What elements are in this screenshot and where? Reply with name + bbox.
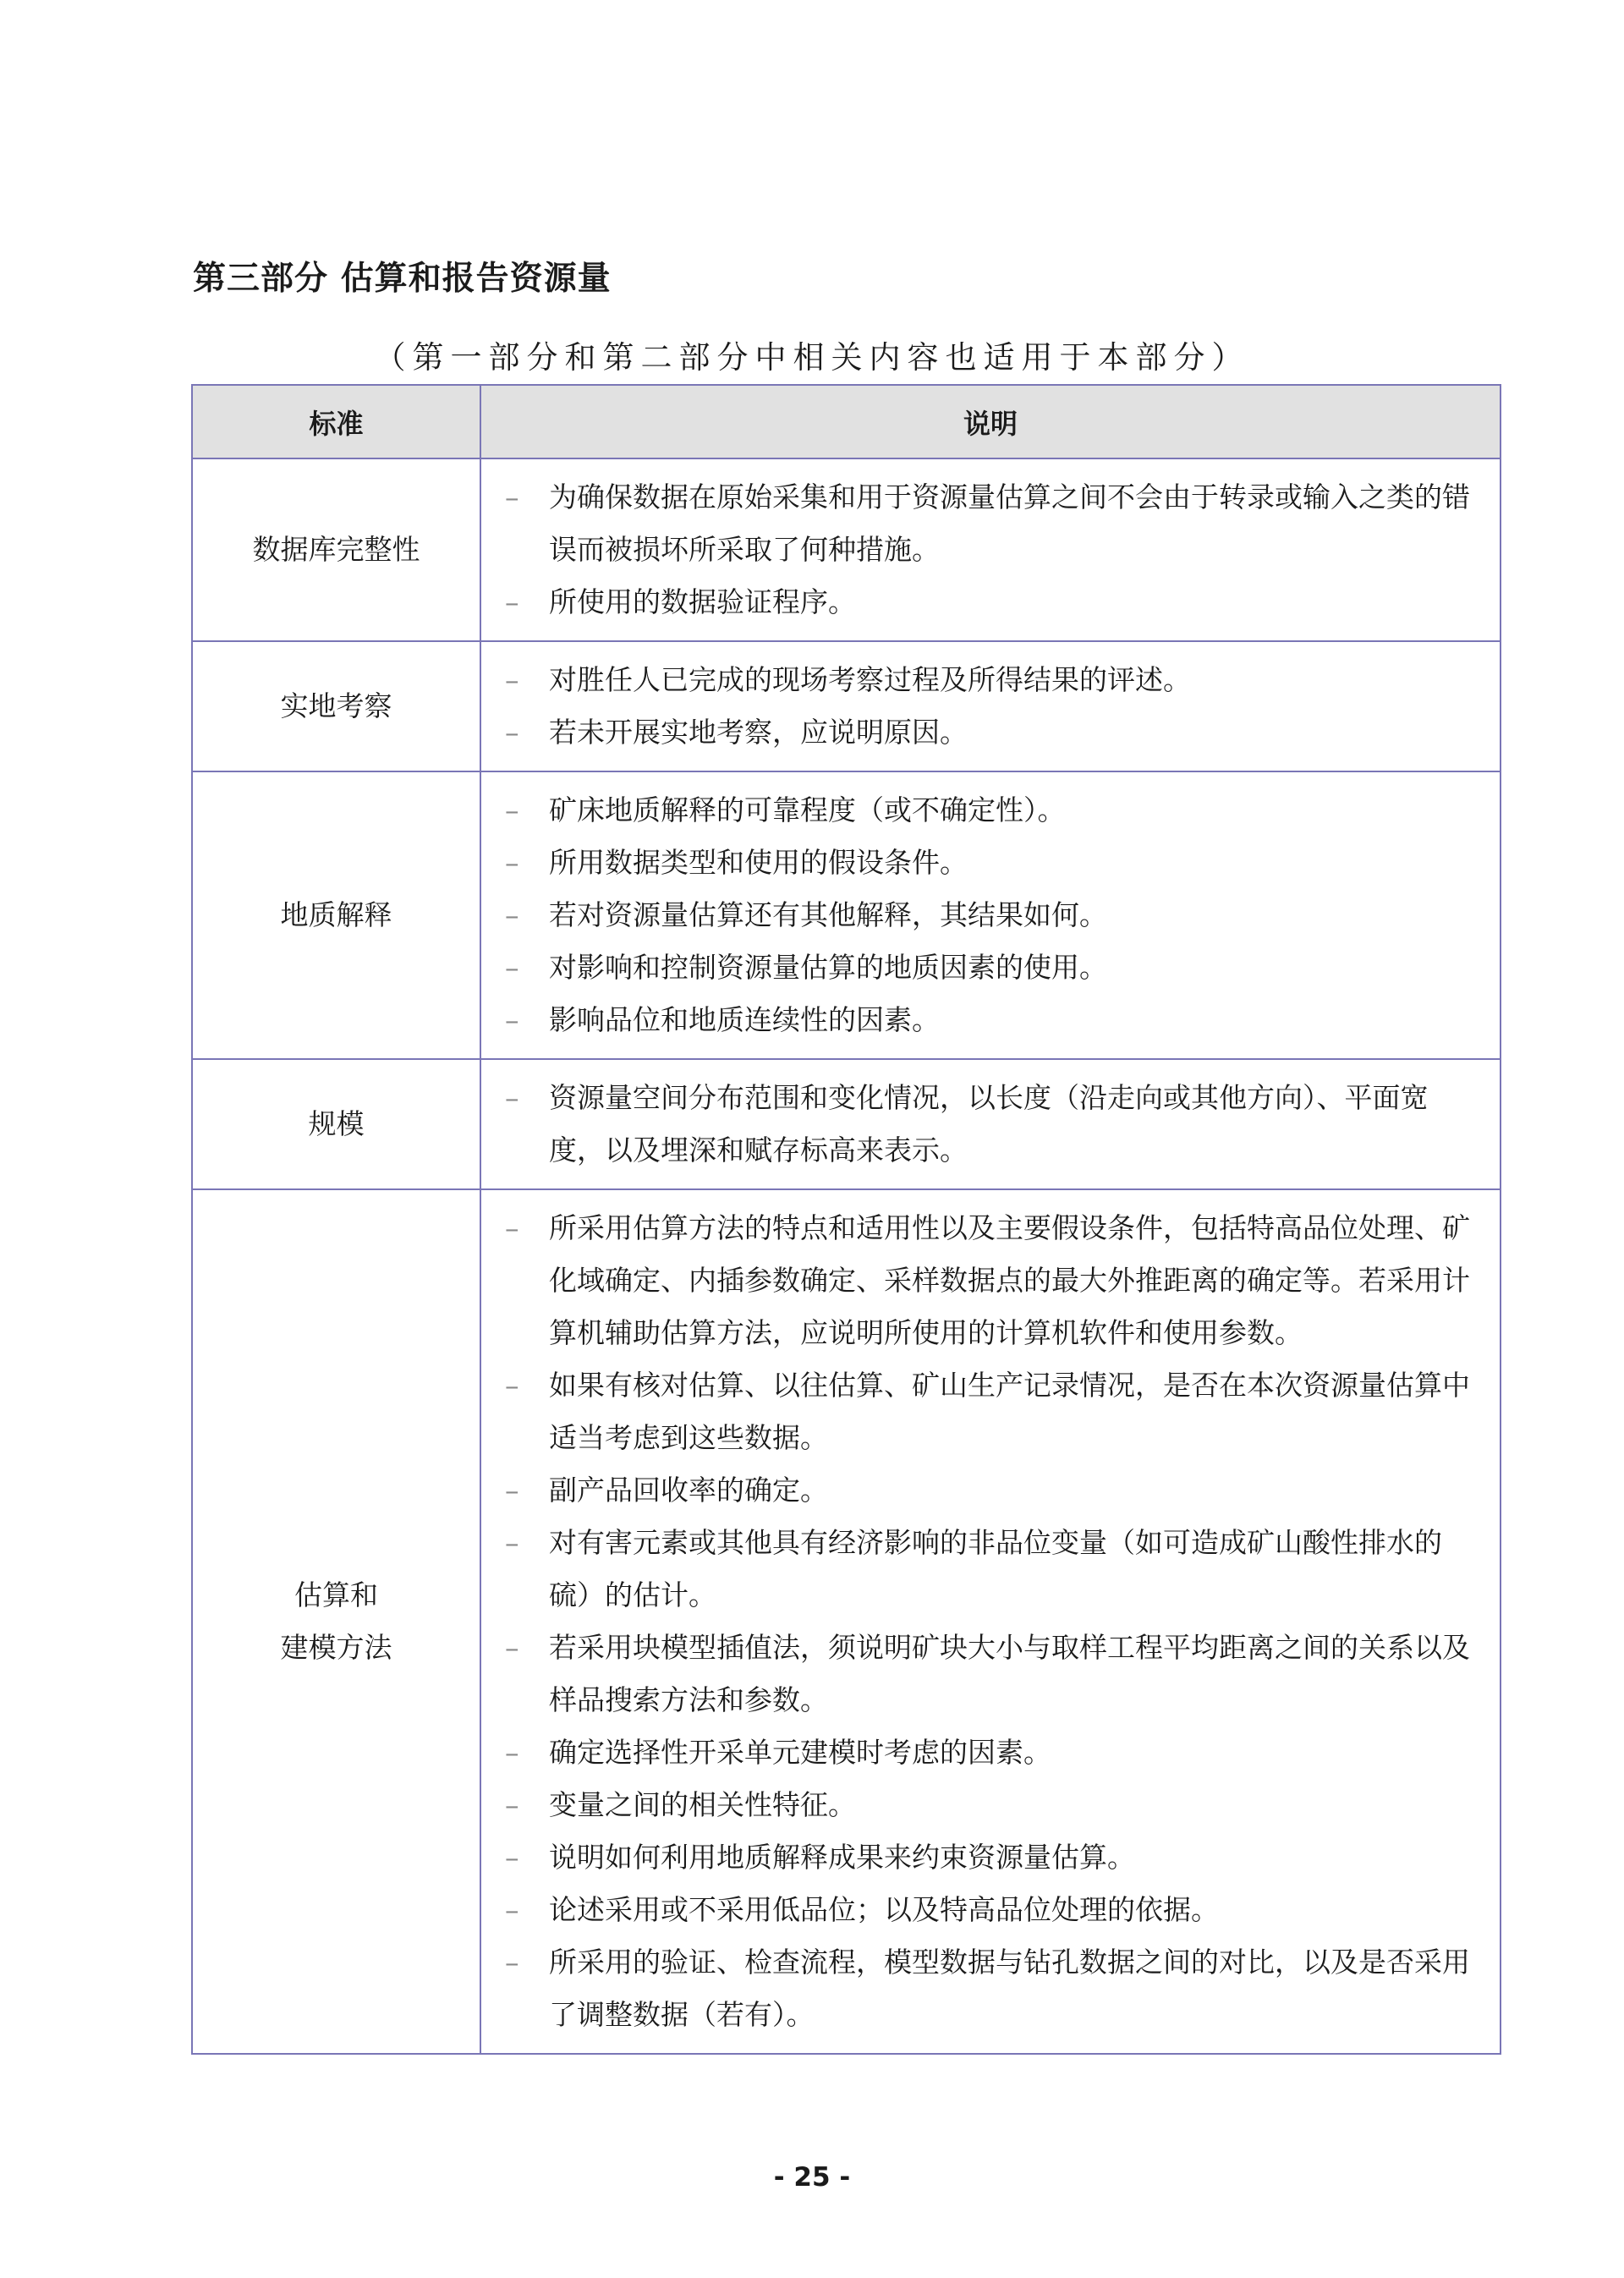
list-item (505, 654, 1483, 706)
list-item (505, 576, 1483, 629)
criteria-table (191, 384, 1501, 2055)
description-cell (480, 771, 1501, 1059)
description-cell (480, 1189, 1501, 2054)
criterion-cell (192, 1059, 480, 1189)
description-cell (480, 1059, 1501, 1189)
list-item (505, 994, 1483, 1046)
list-item-text: 资源量空间分布范围和变化情况，以长度（沿走向或其他方向）、平面宽度，以及埋深和赋存标高来表示。 (549, 1081, 1429, 1166)
list-item (505, 1779, 1483, 1831)
dash-bullet-icon: – (505, 1736, 519, 1769)
list-item-text: 论述采用或不采用低品位；以及特高品位处理的依据。 (549, 1893, 1219, 1926)
table-row (192, 1059, 1501, 1189)
table-header-row (192, 385, 1501, 458)
description-cell (480, 641, 1501, 771)
list-item (505, 1464, 1483, 1517)
list-item-text: 所采用估算方法的特点和适用性以及主要假设条件，包括特高品位处理、矿化域确定、内插参数确定、采样数据点的最大外推距离的确定等。若采用计算机辅助估算方法，应说明所使用的计算机软件和使用参数。 (549, 1211, 1470, 1349)
list-item-text: 说明如何利用地质解释成果来约束资源量估算。 (549, 1841, 1135, 1874)
list-item (505, 1517, 1483, 1622)
list-item (505, 1831, 1483, 1884)
list-item-text: 矿床地质解释的可靠程度（或不确定性）。 (549, 793, 1066, 826)
description-list (505, 1072, 1483, 1177)
dash-bullet-icon: – (505, 1003, 519, 1036)
dash-bullet-icon: – (505, 1211, 519, 1244)
list-item (505, 1622, 1483, 1726)
list-item-text: 确定选择性开采单元建模时考虑的因素。 (549, 1736, 1051, 1769)
dash-bullet-icon: – (505, 1893, 519, 1926)
list-item-text: 对有害元素或其他具有经济影响的非品位变量（如可造成矿山酸性排水的硫）的估计。 (549, 1526, 1442, 1611)
dash-bullet-icon: – (505, 1841, 519, 1874)
criterion-label: 估算和 建模方法 (280, 1578, 392, 1664)
criterion-cell (192, 458, 480, 641)
list-item (505, 1726, 1483, 1779)
list-item (505, 706, 1483, 759)
table-row (192, 771, 1501, 1059)
list-item-text: 对影响和控制资源量估算的地质因素的使用。 (549, 951, 1107, 984)
dash-bullet-icon: – (505, 480, 519, 513)
dash-bullet-icon: – (505, 663, 519, 696)
dash-bullet-icon: – (505, 951, 519, 984)
header-description: 说明 (480, 385, 1501, 458)
list-item-text: 所用数据类型和使用的假设条件。 (549, 846, 968, 879)
description-list (505, 1202, 1483, 2041)
list-item (505, 1359, 1483, 1464)
list-item (505, 471, 1483, 576)
description-list (505, 471, 1483, 629)
dash-bullet-icon: – (505, 1369, 519, 1402)
list-item-text: 如果有核对估算、以往估算、矿山生产记录情况，是否在本次资源量估算中适当考虑到这些数据。 (549, 1369, 1470, 1454)
list-item-text: 若采用块模型插值法，须说明矿块大小与取样工程平均距离之间的关系以及样品搜索方法和参数。 (549, 1631, 1470, 1716)
table-row (192, 1189, 1501, 2054)
criterion-label: 地质解释 (280, 898, 392, 931)
list-item-text: 所采用的验证、检查流程，模型数据与钻孔数据之间的对比，以及是否采用了调整数据（若有）。 (549, 1946, 1470, 2031)
list-item (505, 837, 1483, 889)
dash-bullet-icon: – (505, 898, 519, 931)
page-number: - 25 - (773, 2162, 851, 2193)
dash-bullet-icon: – (505, 1946, 519, 1979)
list-item-text: 若对资源量估算还有其他解释，其结果如何。 (549, 898, 1107, 931)
dash-bullet-icon: – (505, 1631, 519, 1664)
dash-bullet-icon: – (505, 585, 519, 618)
table-row (192, 458, 1501, 641)
criterion-label: 实地考察 (280, 689, 392, 722)
list-item-text: 对胜任人已完成的现场考察过程及所得结果的评述。 (549, 663, 1191, 696)
section-subtitle: （第一部分和第二部分中相关内容也适用于本部分） (374, 339, 1250, 376)
criterion-cell (192, 641, 480, 771)
table-row (192, 641, 1501, 771)
list-item-text: 所使用的数据验证程序。 (549, 585, 856, 618)
list-item (505, 1936, 1483, 2041)
dash-bullet-icon: – (505, 793, 519, 826)
list-item (505, 1884, 1483, 1936)
dash-bullet-icon: – (505, 846, 519, 879)
description-cell (480, 458, 1501, 641)
criterion-cell (192, 1189, 480, 2054)
criterion-cell (192, 771, 480, 1059)
description-list (505, 784, 1483, 1046)
dash-bullet-icon: – (505, 1474, 519, 1507)
list-item-text: 若未开展实地考察，应说明原因。 (549, 716, 968, 749)
list-item-text: 副产品回收率的确定。 (549, 1474, 828, 1507)
list-item (505, 941, 1483, 994)
list-item (505, 1202, 1483, 1359)
description-list (505, 654, 1483, 759)
dash-bullet-icon: – (505, 1081, 519, 1114)
list-item (505, 889, 1483, 941)
list-item (505, 784, 1483, 837)
criterion-label: 规模 (308, 1107, 365, 1140)
header-criterion: 标准 (192, 385, 480, 458)
criterion-label: 数据库完整性 (252, 533, 420, 566)
dash-bullet-icon: – (505, 716, 519, 749)
list-item (505, 1072, 1483, 1177)
list-item-text: 影响品位和地质连续性的因素。 (549, 1003, 940, 1036)
list-item-text: 为确保数据在原始采集和用于资源量估算之间不会由于转录或输入之类的错误而被损坏所采取了何种措施。 (549, 480, 1470, 566)
dash-bullet-icon: – (505, 1526, 519, 1559)
dash-bullet-icon: – (505, 1788, 519, 1821)
list-item-text: 变量之间的相关性特征。 (549, 1788, 856, 1821)
table-body (192, 458, 1501, 2054)
section-title: 第三部分 估算和报告资源量 (193, 260, 612, 298)
